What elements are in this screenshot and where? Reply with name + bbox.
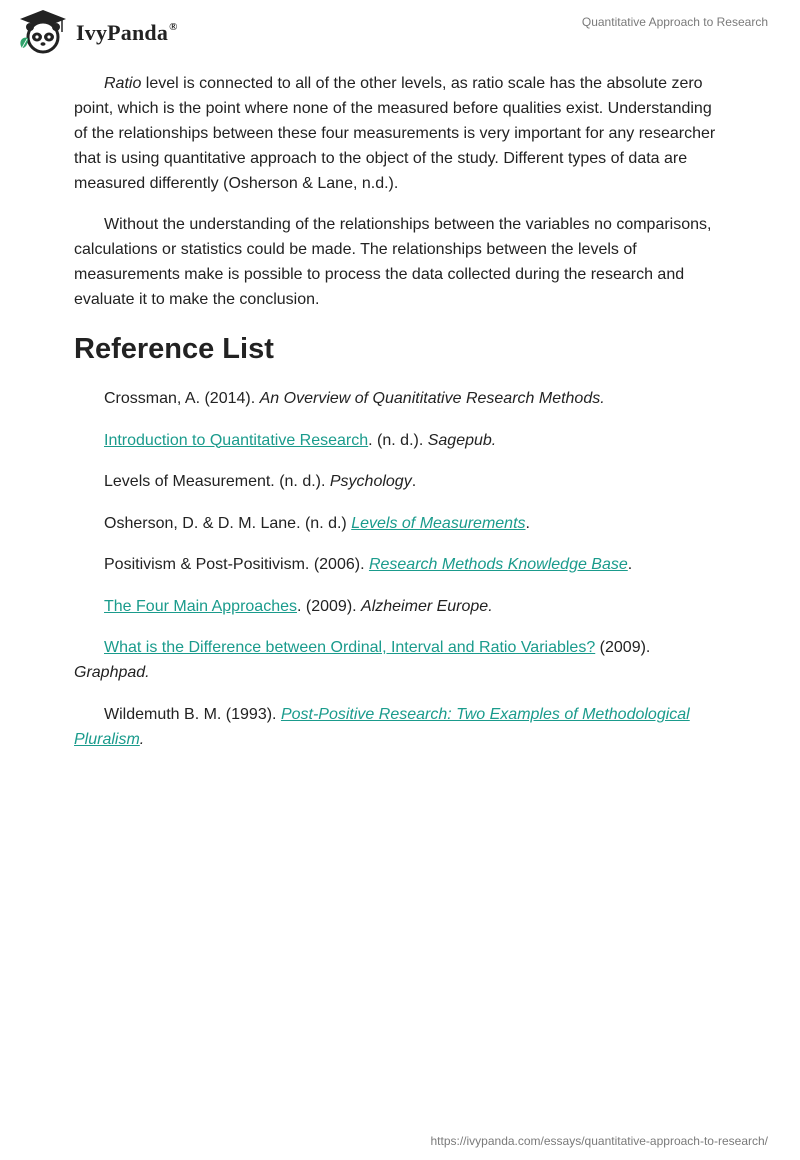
reference-list-heading: Reference List (74, 333, 274, 365)
reference-link[interactable]: What is the Difference between Ordinal, Interval and Ratio Variables? (104, 639, 596, 656)
reference-item: Wildemuth B. M. (1993). Post-Positive Research: Two Examples of Methodological Pluralism. (74, 705, 690, 748)
reference-list (74, 386, 724, 752)
paragraph-ratio-level (74, 71, 724, 196)
ratio-term: Ratio (104, 75, 142, 92)
reference-item: Introduction to Quantitative Research. (n. d.). Sagepub. (104, 431, 497, 449)
reference-link[interactable]: Research Methods Knowledge Base (368, 556, 628, 573)
document-title: Quantitative Approach to Research (581, 15, 768, 29)
reference-link[interactable]: Levels of Measurements (351, 514, 526, 532)
page-header (0, 0, 800, 60)
registered-mark: ® (169, 21, 178, 33)
panda-graduate-icon (16, 8, 70, 54)
reference-item: Crossman, A. (2014). An Overview of Quanititative Research Methods. (104, 390, 605, 407)
ivypanda-logo[interactable] (16, 8, 178, 54)
footer-url: https://ivypanda.com/essays/quantitative-approach-to-research/ (430, 1134, 768, 1148)
reference-item: Levels of Measurement. (n. d.). Psychology. (104, 473, 417, 490)
reference-link[interactable]: Introduction to Quantitative Research (104, 431, 369, 449)
reference-link[interactable]: Post-Positive Research: Two Examples of Methodological Pluralism (74, 705, 690, 748)
reference-item: Positivism & Post-Positivism. (2006). Research Methods Knowledge Base. (104, 556, 633, 573)
reference-item: The Four Main Approaches. (2009). Alzheimer Europe. (104, 597, 493, 615)
paragraph-text: level is connected to all of the other levels, as ratio scale has the absolute zero point, which is the point where none of the measured before qualities exist. Understanding of the relationships between these four measurements is very important for any researcher that is using quantitative approach to the object of the study. Different types of data are measured differently (Osherson & Lane, n.d.). (74, 75, 716, 192)
reference-link[interactable]: The Four Main Approaches (104, 597, 297, 615)
reference-item: What is the Difference between Ordinal, Interval and Ratio Variables? (2009). Graphpad. (74, 639, 651, 681)
brand-name: IvyPanda® (76, 20, 178, 45)
paragraph-relationships: Without the understanding of the relationships between the variables no comparisons, calculations or statistics could be made. The relationships between the levels of measurements make is possible to process the data collected during the research and evaluate it to make the conclusion. (74, 216, 712, 308)
essay-content (74, 71, 724, 768)
reference-item: Osherson, D. & D. M. Lane. (n. d.) Levels of Measurements. (104, 514, 530, 532)
